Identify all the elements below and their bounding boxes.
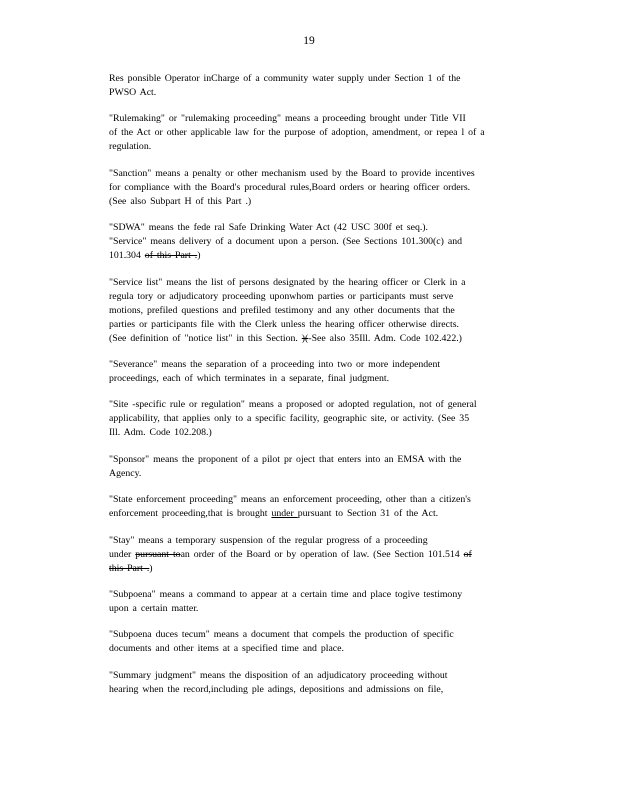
text-line xyxy=(109,276,539,290)
text-segment: "Subpoena" means a command to appear at a certain time and place togive testimony xyxy=(109,588,463,600)
page-number: 19 xyxy=(303,35,315,47)
text-segment: "Service" means delivery of a document upon a person. (See Sections 101.300(c) and xyxy=(109,236,463,248)
text-line xyxy=(109,290,539,304)
text-segment: proceedings, each of which terminates in a separate, final judgment. xyxy=(109,372,390,384)
text-line xyxy=(109,398,539,412)
text-segment: regulation. xyxy=(109,141,152,153)
text-line xyxy=(109,249,539,263)
text-segment: Agency. xyxy=(109,467,142,479)
definition-paragraph xyxy=(109,453,539,481)
text-line xyxy=(109,534,539,548)
text-segment: "Summary judgment" means the disposition of an adjudicatory proceeding without xyxy=(109,669,448,681)
text-segment: "Service list" means the list of persons designated by the hearing officer or Clerk in a xyxy=(109,276,466,288)
text-segment: 101.304 xyxy=(109,250,145,262)
text-segment: "Severance" means the separation of a proceeding into two or more independent xyxy=(109,358,441,370)
text-line xyxy=(109,112,539,126)
text-segment: "Stay" means a temporary suspension of the regular progress of a proceeding xyxy=(109,534,428,546)
text-line xyxy=(109,642,539,656)
text-line xyxy=(109,72,539,86)
text-segment: under xyxy=(109,548,136,560)
text-segment: "Subpoena duces tecum" means a document that compels the production of specific xyxy=(109,629,454,641)
text-line xyxy=(109,628,539,642)
text-segment: enforcement proceeding,that is brought xyxy=(109,508,272,520)
deleted-text: pursuant to xyxy=(135,548,181,560)
text-segment: "SDWA" means the fede ral Safe Drinking Water Act (42 USC 300f et seq.). xyxy=(109,222,429,234)
text-segment: "Rulemaking" or "rulemaking proceeding" means a proceeding brought under Title VII xyxy=(109,113,466,125)
text-segment: ) xyxy=(149,562,153,574)
text-segment: "Sanction" means a penalty or other mechanism used by the Board to provide incentives xyxy=(109,167,475,179)
text-segment: -See also 35Ill. Adm. Code 102.422.) xyxy=(308,332,462,344)
text-segment: "Site -specific rule or regulation" means a proposed or adopted regulation, not of general xyxy=(109,399,477,411)
text-line xyxy=(109,412,539,426)
text-line xyxy=(109,304,539,318)
text-line xyxy=(109,167,539,181)
text-line xyxy=(109,195,539,209)
definition-paragraph xyxy=(109,398,539,440)
text-segment: Res ponsible Operator inCharge of a community water supply under Section 1 of the xyxy=(109,73,461,84)
text-line xyxy=(109,669,539,683)
text-line xyxy=(109,372,539,386)
text-segment: motions, prefiled questions and prefiled testimony and any other documents that the xyxy=(109,304,455,316)
deleted-text: )( xyxy=(301,332,309,344)
definition-paragraph xyxy=(109,534,539,576)
text-segment: upon a certain matter. xyxy=(109,602,199,614)
text-segment: of the Act or other applicable law for the purpose of adoption, amendment, or repea l of a xyxy=(109,127,485,139)
text-line xyxy=(109,562,539,576)
text-segment: ) xyxy=(197,250,201,262)
definition-paragraph xyxy=(109,112,539,154)
text-line xyxy=(109,235,539,249)
definition-paragraph xyxy=(109,221,539,263)
text-line xyxy=(109,332,539,346)
text-line xyxy=(109,588,539,602)
inserted-text: under xyxy=(271,508,298,520)
text-segment: for compliance with the Board's procedural rules,Board orders or hearing officer orders. xyxy=(109,181,471,193)
text-segment: pursuant to Section 31 of the Act. xyxy=(297,508,439,520)
deleted-text: this Part . xyxy=(109,562,150,574)
definition-paragraph xyxy=(109,628,539,656)
text-segment: hearing when the record,including ple adings, depositions and admissions on file, xyxy=(109,683,444,695)
text-line xyxy=(109,602,539,616)
definition-paragraph xyxy=(109,493,539,521)
text-line xyxy=(109,358,539,372)
text-line xyxy=(109,126,539,140)
text-line xyxy=(109,467,539,481)
text-segment: (See also Subpart H of this Part .) xyxy=(109,195,252,207)
text-line xyxy=(109,548,539,562)
text-segment: documents and other items at a specified time and place. xyxy=(109,643,344,655)
text-line xyxy=(109,453,539,467)
text-line xyxy=(109,507,539,521)
text-segment: applicability, that applies only to a specific facility, geographic site, or activity. (See 35 xyxy=(109,413,470,425)
text-line xyxy=(109,683,539,697)
text-segment: "State enforcement proceeding" means an enforcement proceeding, other than a citizen's xyxy=(109,494,471,506)
text-segment: regula tory or adjudicatory proceeding uponwhom parties or participants must serve xyxy=(109,290,454,302)
text-line xyxy=(109,221,539,235)
text-segment: "Sponsor" means the proponent of a pilot pr oject that enters into an EMSA with the xyxy=(109,453,462,465)
definition-paragraph xyxy=(109,276,539,346)
definition-paragraph xyxy=(109,669,539,697)
definition-paragraph xyxy=(109,358,539,386)
text-line xyxy=(109,181,539,195)
deleted-text: of this Part . xyxy=(144,250,198,262)
text-line xyxy=(109,426,539,440)
text-segment: PWSO Act. xyxy=(109,87,157,98)
definition-paragraph xyxy=(109,167,539,209)
document-body xyxy=(109,72,539,709)
text-line xyxy=(109,86,539,100)
deleted-text: of xyxy=(463,548,472,560)
definition-paragraph xyxy=(109,72,539,100)
text-line xyxy=(109,493,539,507)
definition-paragraph xyxy=(109,588,539,616)
text-line xyxy=(109,318,539,332)
text-segment: parties or participants file with the Clerk unless the hearing officer otherwise directs. xyxy=(109,318,459,330)
text-segment: (See definition of "notice list" in this Section. xyxy=(109,332,302,344)
text-line xyxy=(109,140,539,154)
text-segment: an order of the Board or by operation of law. (See Section 101.514 xyxy=(180,548,464,560)
text-segment: Ill. Adm. Code 102.208.) xyxy=(109,427,212,439)
